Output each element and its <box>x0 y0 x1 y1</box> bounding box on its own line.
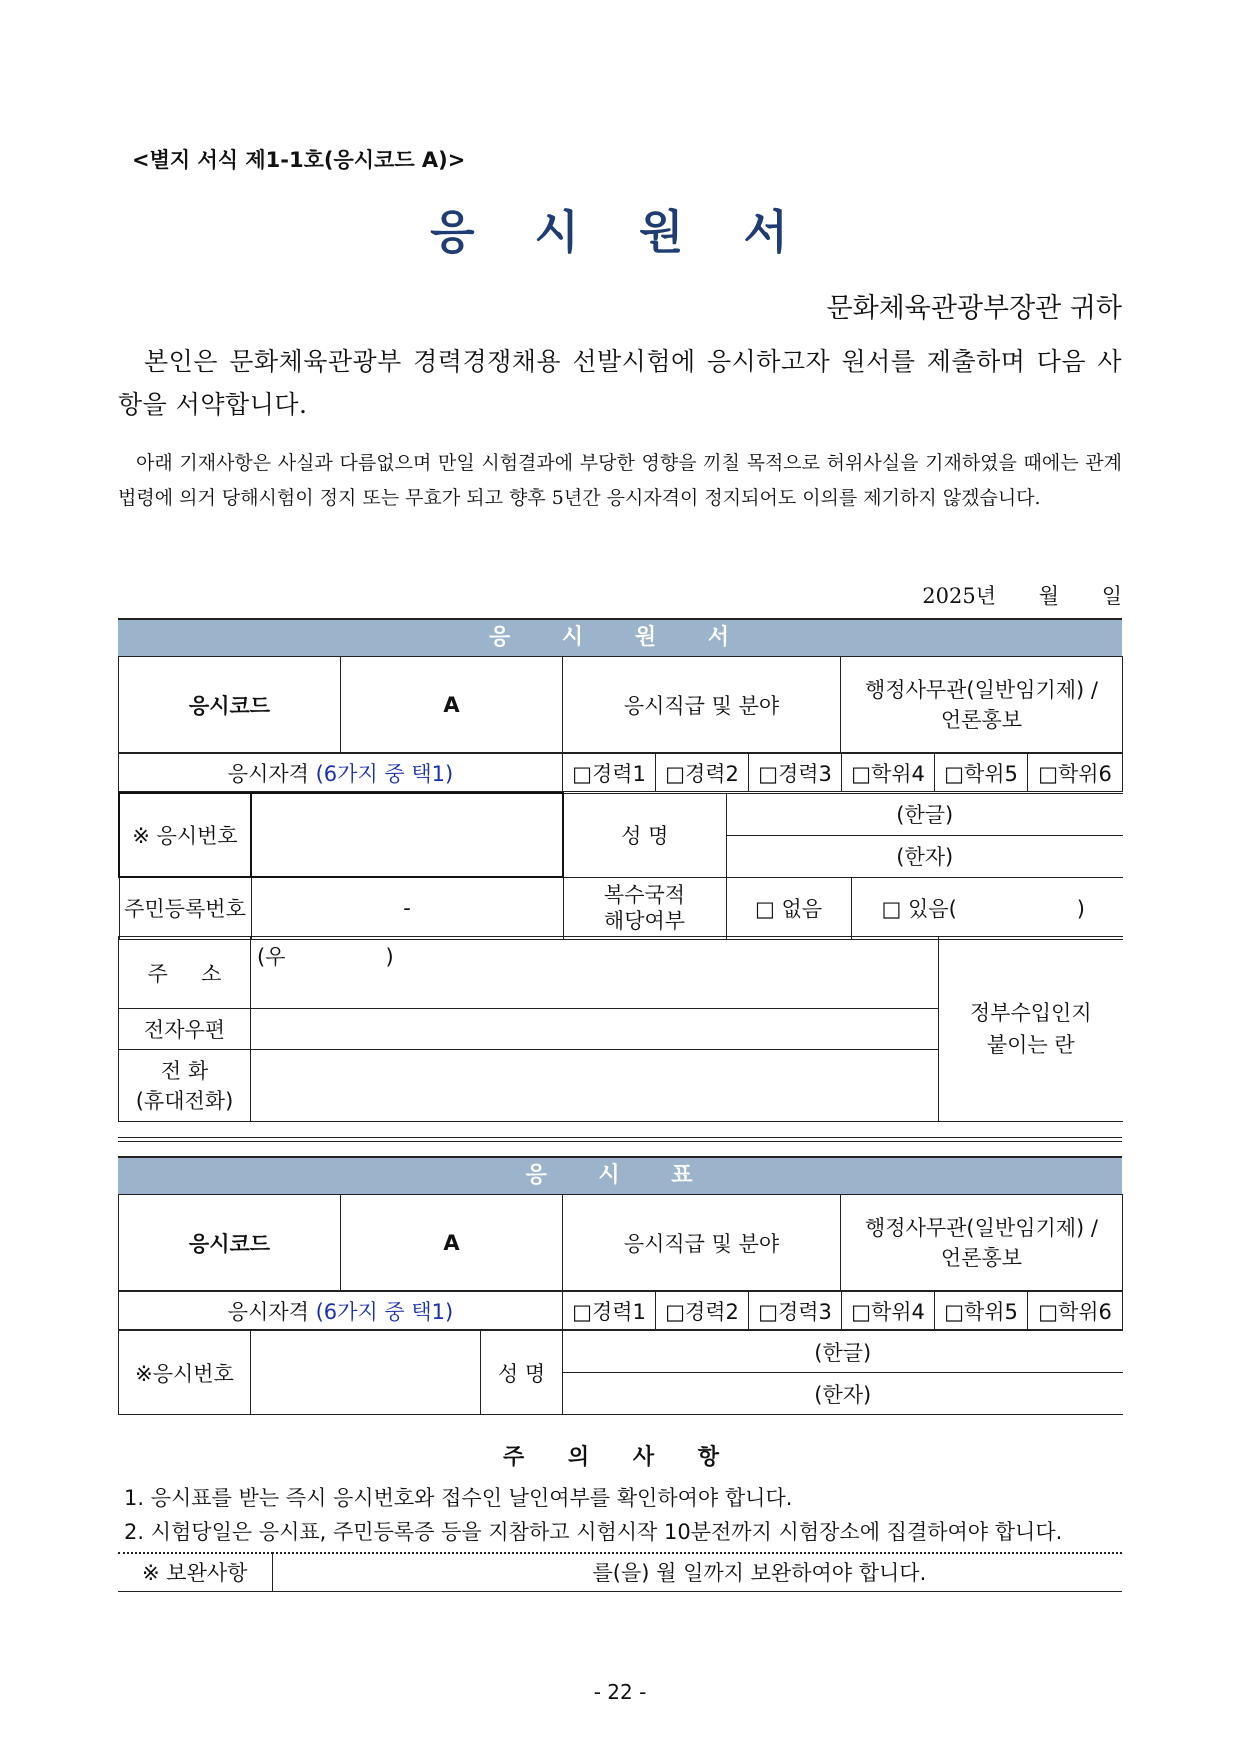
email-label: 전자우편 <box>119 1009 251 1050</box>
date-line <box>922 580 1122 610</box>
postal-open: (우 <box>257 945 286 969</box>
name-label: 성 명 <box>563 793 726 877</box>
ticket-checkbox-degree4[interactable]: □학위4 <box>842 1292 935 1330</box>
dual-label-line1: 복수국적 <box>603 883 686 907</box>
phone-label <box>119 1050 251 1122</box>
address-field[interactable] <box>251 937 939 1009</box>
date-day: 일 <box>1101 584 1122 608</box>
checkbox-career1[interactable]: □경력1 <box>563 754 656 792</box>
ticket-checkbox-career1[interactable]: □경력1 <box>563 1292 656 1330</box>
supplement-text: 를(을) 월 일까지 보완하여야 합니다. <box>272 1553 1122 1591</box>
stamp-label-line1: 정부수입인지 <box>969 1001 1092 1025</box>
checkbox-degree5[interactable]: □학위5 <box>935 754 1028 792</box>
ticket-name-korean-field[interactable]: (한글) <box>563 1331 1123 1373</box>
oath-text: 아래 기재사항은 사실과 다름없으며 만일 시험결과에 부당한 영향을 끼칠 목적으로 허위사실을 기재하였을 때에는 관계법령에 의거 당해시험이 정지 또는 무효가 되고 향후 5년간 응시자격이 정지되어도 이의를 제기하지 않겠습니다. <box>118 452 1122 509</box>
dual-label-line2: 해당여부 <box>603 909 686 933</box>
ticket-checkbox-degree6[interactable]: □학위6 <box>1028 1292 1123 1330</box>
page-title: 응 시 원 서 <box>430 205 810 259</box>
code-label: 응시코드 <box>119 657 341 753</box>
application-identity-table <box>118 792 1123 940</box>
ticket-code-value: A <box>341 1195 563 1291</box>
dual-yes-text: □ 있음( <box>881 897 957 921</box>
checkbox-career2[interactable]: □경력2 <box>656 754 749 792</box>
checkbox-degree6[interactable]: □학위6 <box>1028 754 1123 792</box>
ticket-exam-number-field[interactable] <box>251 1331 481 1415</box>
ticket-checkbox-career3[interactable]: □경력3 <box>749 1292 842 1330</box>
position-value <box>841 657 1123 753</box>
ticket-position-label: 응시직급 및 분야 <box>563 1195 841 1291</box>
dual-nationality-no[interactable]: □ 없음 <box>726 877 851 939</box>
page-number: - 22 - <box>593 1680 647 1704</box>
supplement-table <box>118 1552 1122 1592</box>
revenue-stamp-area <box>939 937 1123 1122</box>
dual-nationality-yes[interactable] <box>851 877 1123 939</box>
checkbox-degree4[interactable]: □학위4 <box>842 754 935 792</box>
ticket-checkbox-degree5[interactable]: □학위5 <box>935 1292 1028 1330</box>
form-label: <별지 서식 제1-1호(응시코드 A)> <box>132 148 466 172</box>
ticket-qualification-text: 응시자격 <box>227 1299 316 1324</box>
application-contact-table <box>118 936 1123 1122</box>
ticket-name-label: 성 명 <box>481 1331 563 1415</box>
notes-title: 주 의 사 항 <box>503 1445 737 1470</box>
name-hanja-field[interactable]: (한자) <box>726 835 1123 877</box>
exam-number-label: ※ 응시번호 <box>119 793 251 877</box>
qualification-hint: (6가지 중 택1) <box>315 761 454 786</box>
ticket-position-line1: 행정사무관(일반임기제) / <box>865 1215 1098 1240</box>
date-year: 2025년 <box>922 584 997 608</box>
position-label: 응시직급 및 분야 <box>563 657 841 753</box>
rrn-field[interactable]: - <box>251 877 563 939</box>
ticket-identity-table <box>118 1330 1123 1415</box>
ticket-table-top <box>118 1194 1123 1291</box>
stamp-label-line2: 붙이는 란 <box>986 1033 1075 1057</box>
ticket-qualification-row <box>118 1291 1123 1330</box>
code-value: A <box>341 657 563 753</box>
dual-nationality-label <box>563 877 726 939</box>
postal-close: ) <box>385 945 394 969</box>
phone-label-line1: 전 화 <box>160 1058 209 1083</box>
ticket-qualification-label <box>119 1292 563 1330</box>
dual-yes-close: ) <box>1076 897 1085 921</box>
ticket-position-line2: 언론홍보 <box>940 1245 1023 1270</box>
exam-number-field[interactable] <box>251 793 563 877</box>
ticket-name-hanja-field[interactable]: (한자) <box>563 1373 1123 1415</box>
rrn-label: 주민등록번호 <box>119 877 251 939</box>
cut-line-divider <box>118 1137 1122 1142</box>
address-label: 주 소 <box>119 937 251 1009</box>
ticket-checkbox-career2[interactable]: □경력2 <box>656 1292 749 1330</box>
position-value-line2: 언론홍보 <box>940 707 1023 732</box>
name-korean-field[interactable]: (한글) <box>726 793 1123 835</box>
supplement-label: ※ 보완사항 <box>118 1553 272 1591</box>
ticket-position-value <box>841 1195 1123 1291</box>
note-item-1: 1. 응시표를 받는 즉시 응시번호와 접수인 날인여부를 확인하여야 합니다. <box>124 1486 793 1510</box>
checkbox-career3[interactable]: □경력3 <box>749 754 842 792</box>
position-value-line1: 행정사무관(일반임기제) / <box>865 677 1098 702</box>
application-band: 응 시 원 서 <box>118 618 1122 657</box>
note-item-2: 2. 시험당일은 응시표, 주민등록증 등을 지참하고 시험시작 10분전까지 시험장소에 집결하여야 합니다. <box>124 1520 1063 1544</box>
ticket-code-label: 응시코드 <box>119 1195 341 1291</box>
ticket-band: 응 시 표 <box>118 1156 1122 1195</box>
pledge-text: 본인은 문화체육관광부 경력경쟁채용 선발시험에 응시하고자 원서를 제출하며 다음 사항을 서약합니다. <box>118 347 1122 419</box>
application-qualification-row <box>118 753 1123 792</box>
qualification-label <box>119 754 563 792</box>
date-month: 월 <box>1038 584 1060 608</box>
qualification-label-text: 응시자격 <box>227 761 316 786</box>
ticket-exam-number-label: ※응시번호 <box>119 1331 251 1415</box>
phone-label-line2: (휴대전화) <box>135 1088 234 1113</box>
email-field[interactable] <box>251 1009 939 1050</box>
ticket-qualification-hint: (6가지 중 택1) <box>315 1299 454 1324</box>
addressee: 문화체육관광부장관 귀하 <box>826 293 1122 324</box>
phone-field[interactable] <box>251 1050 939 1122</box>
application-table-top <box>118 656 1123 753</box>
